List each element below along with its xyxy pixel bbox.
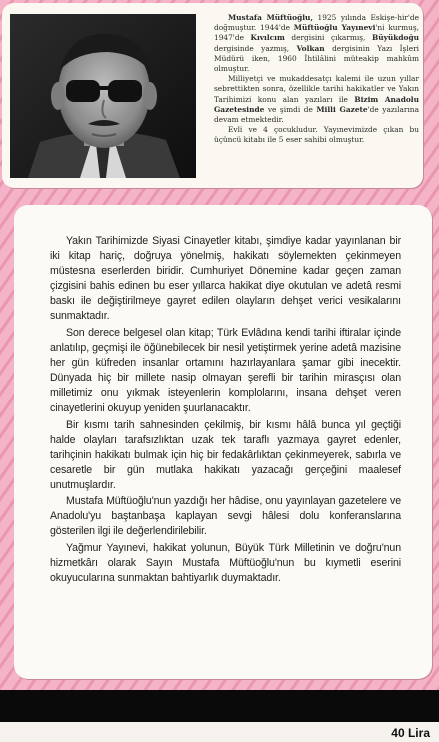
description-paragraph: Yakın Tarihimizde Siyasi Cinayetler kitabı, şimdiye kadar yayınlanan bir iki kitap hariç, doğruya yönelmiş, hakikatı söylemekten çekinmeyen müstesna eserlerden biridir. Cumhuriyet Dönemine kadar geçen zaman çizgisini bahis edinen bu eser yıllarca hakikat diye okutulan ve adetâ resmi baskı ile değiştirilmeye gayret edilen olayların dehşet verici vesikalarını sunmaktadır. — [50, 235, 401, 323]
description-text — [50, 234, 401, 587]
bio-paragraph: Mustafa Müftüoğlu, 1925 yılında Eskişe-hir'de doğmuştur. 1944'de Müftüoğlu Yayınevi'ni kurmuş, 1947'de Kıvılcım dergisini çıkarmış, Büyükdoğu dergisinde yazmış, Volkan dergisinin Yazı İşleri Müdürü iken, 1960 İhtilâlini müteakip mahkûm olmuştur. — [214, 13, 419, 74]
bio-paragraph: Evli ve 4 çocukludur. Yayınevimizde çıkan bu üçüncü kitabı ile 5 eser sahibi olmuştur. — [214, 125, 419, 145]
description-paragraph: Yağmur Yayınevi, hakikat yolunun, Büyük Türk Milletinin ve doğru'nun hizmetkârı olarak Sayın Mustafa Müftüoğlu'nun bu kıymetli eserini okuyucularına sunmaktan bahtiyarlık duymaktadır. — [50, 541, 401, 584]
bottom-strip — [0, 722, 439, 742]
description-paragraph: Mustafa Müftüoğlu'nun yazdığı her hâdise, onu yayınlayan gazetelere ve Anadolu'yu baştanbaşa kaplayan sevgi hâlesi dolu konferanslarına gösterilen ilgi ile değerlendirilebilir. — [50, 495, 401, 538]
author-photo — [10, 14, 196, 178]
description-paragraph: Bir kısmı tarih sahnesinden çekilmiş, bir kısmı hâlâ bunca yıl geçtiği halde olayları tarafsızlıktan uzak tek taraflı yazmaya gayret edenler, tarihçinin hakikatı bulmak için hiç bir fedakârlıktan çekinmeyerek, sabırla ve cesaretle bir gün mutlaka hakikatı yazacağı gerçeğini maalesef unutmuşlardır. — [50, 418, 401, 491]
description-paragraph: Son derece belgesel olan kitap; Türk Evlâdına kendi tarihi iftiralar içinde anlatılıp, geçmişi ile öğünebilecek bir nesil yetiştirmek yerine adetâ mazisine her gün küfreden insanlar ortamını hazırlayanlara şamar gibi inecektir. Dünyada hiç bir millete nasip olmayan şerefli bir tarihin mirasçısı olan milletimiz onu yıkmak isteyenlerin komplolarını, insana dehşet veren cinayetlerini okuyup yeniden şuurlanacaktır. — [50, 326, 401, 415]
author-bio — [214, 13, 419, 146]
bio-paragraph: Milliyetçi ve mukaddesatçı kalemi ile uzun yıllar sebrettikten sonra, özellikle tarihi hakikatler ve Yakın Tarihimizi konu alan yazıları ile Bizim Anadolu Gazetesinde ve şimdi de Milli Gazete'de yazılarına devam etmektedir. — [214, 74, 419, 125]
price-label: 40 Lira — [391, 726, 430, 740]
bottom-black-band — [0, 690, 439, 722]
